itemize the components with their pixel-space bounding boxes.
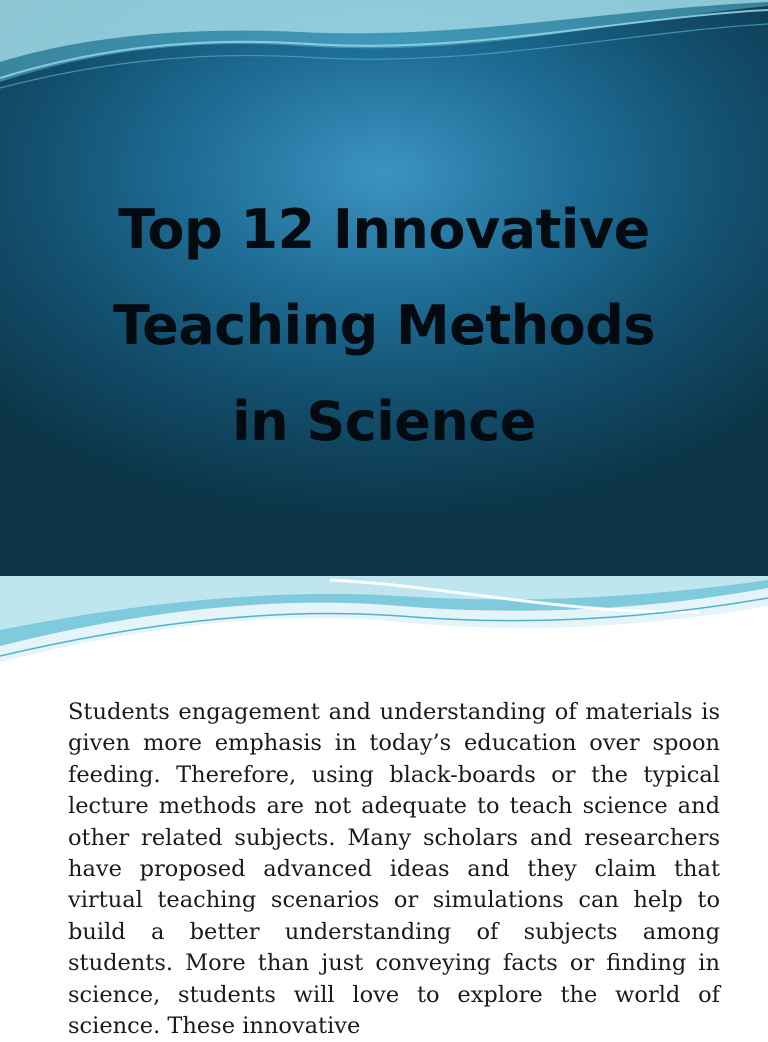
- slide-title-line-3: in Science: [232, 390, 536, 453]
- slide-title: [40, 182, 728, 470]
- bottom-wave-decoration: [0, 576, 768, 666]
- body-paragraph: Students engagement and understanding of materials is given more emphasis in today’s education over spoon feeding. Therefore, using black-boards or the typical lecture methods are not adequate to teach science and other related subjects. Many scholars and researchers have proposed advanced ideas and they claim that virtual teaching scenarios or simulations can help to build a better understanding of subjects among students. More than just conveying facts or finding in science, students will love to explore the world of science. These innovative: [68, 699, 720, 1040]
- bottom-wave-band: [0, 576, 768, 666]
- top-wave-decoration: [0, 0, 768, 110]
- slide-title-line-1: Top 12 Innovative: [118, 198, 650, 261]
- slide-title-line-2: Teaching Methods: [112, 294, 656, 357]
